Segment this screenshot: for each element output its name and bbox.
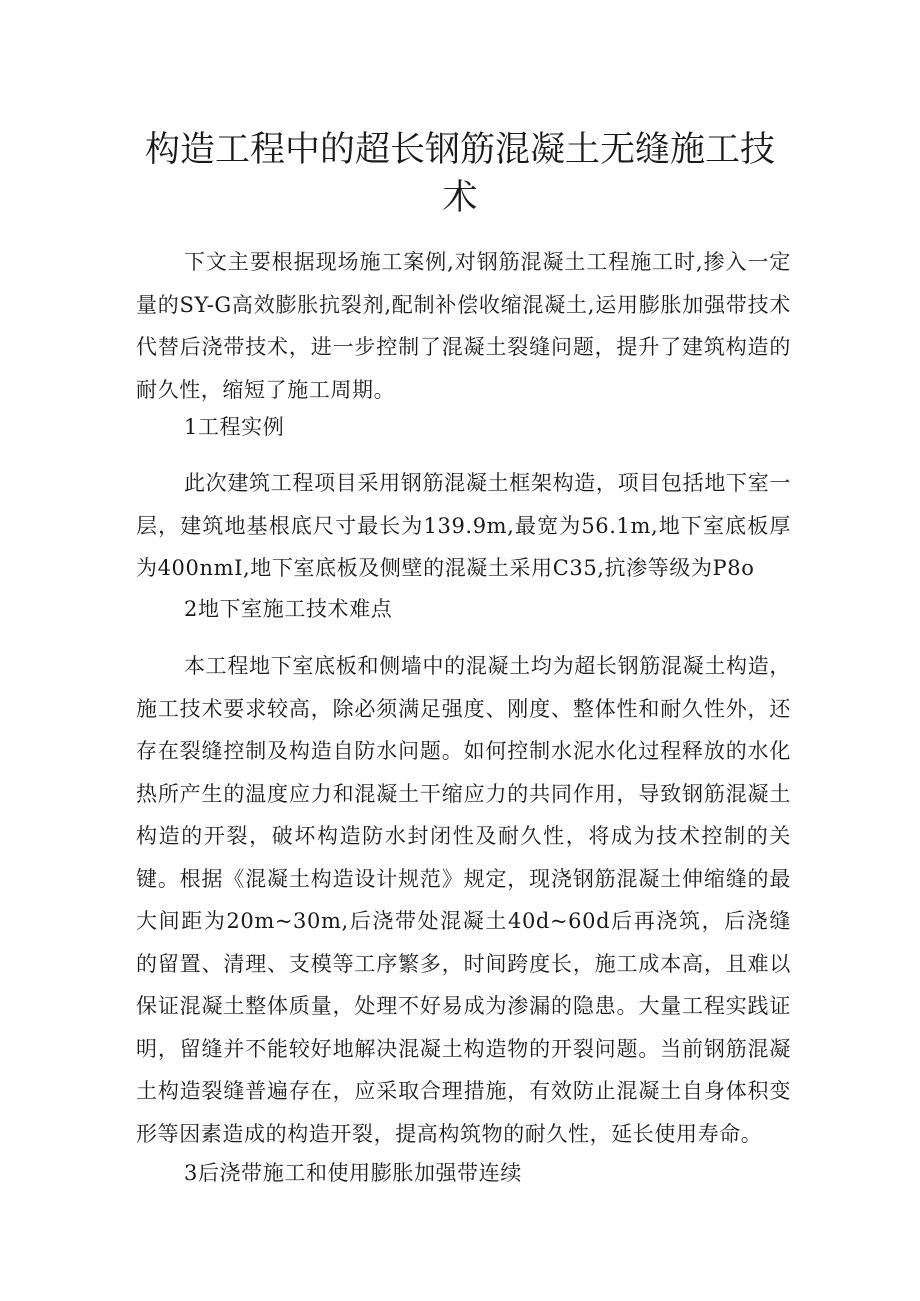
section-heading-3: 3后浇带施工和使用膨胀加强带连续 [184, 1161, 522, 1185]
section-heading-2: 2地下室施工技术难点 [184, 597, 393, 621]
intro-paragraph: 下文主要根据现场施工案例,对钢筋混凝土工程施工时,掺入一定量的SY-G高效膨胀抗裂剂,配制补偿收缩混凝土,运用膨胀加强带技术代替后浇带技术，进一步控制了混凝土裂缝问题，提升了建筑构造的耐久性，缩短了施工周期。 [136, 250, 791, 402]
technical-difficulty-paragraph: 本工程地下室底板和侧墙中的混凝土均为超长钢筋混凝土构造，施工技术要求较高，除必须满足强度、刚度、整体性和耐久性外，还存在裂缝控制及构造自防水问题。如何控制水泥水化过程释放的水化热所产生的温度应力和混凝土干缩应力的共同作用，导致钢筋混凝土构造的开裂，破坏构造防水封闭性及耐久性，将成为技术控制的关键。根据《混凝土构造设计规范》规定，现浇钢筋混凝土伸缩缝的最大间距为20m~30m,后浇带处混凝土40d~60d后再浇筑，后浇缝的留置、清理、支模等工序繁多，时间跨度长，施工成本高，且难以保证混凝土整体质量，处理不好易成为渗漏的隐患。大量工程实践证明，留缝并不能较好地解决混凝土构造物的开裂问题。当前钢筋混凝土构造裂缝普遍存在，应采取合理措施，有效防止混凝土自身体积变形等因素造成的构造开裂，提高构筑物的耐久性，延长使用寿命。 [136, 654, 791, 1146]
section-heading-1: 1工程实例 [184, 415, 285, 439]
project-example-paragraph: 此次建筑工程项目采用钢筋混凝土框架构造，项目包括地下室一层，建筑地基根底尺寸最长为139.9m,最宽为56.1m,地下室底板厚为400nmI,地下室底板及侧壁的混凝土采用C35,抗渗等级为P8o [136, 471, 791, 580]
document-title: 构造工程中的超长钢筋混凝土无缝施工技术 [144, 130, 775, 218]
